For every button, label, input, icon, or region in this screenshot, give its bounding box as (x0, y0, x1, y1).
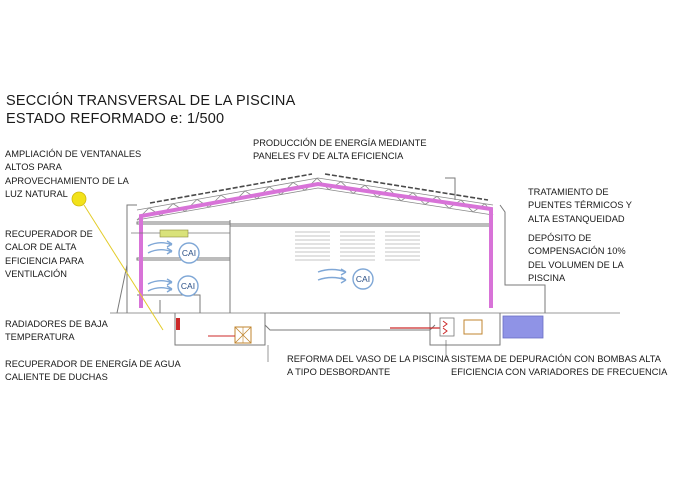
label-paneles-fv: PRODUCCIÓN DE ENERGÍA MEDIANTE PANELES FV DE ALTA EFICIENCIA (253, 138, 427, 162)
label-radiadores: RADIADORES DE BAJA TEMPERATURA (5, 319, 108, 343)
svg-text:CAI: CAI (180, 281, 196, 291)
label-recuperador-calor: RECUPERADOR DE CALOR DE ALTA EFICIENCIA PARA VENTILACIÓN (5, 229, 93, 280)
compensation-deposit (503, 316, 543, 338)
label-vaso: REFORMA DEL VASO DE LA PISCINA A TIPO DESBORDANTE (287, 354, 450, 378)
svg-text:CAI: CAI (181, 248, 197, 258)
shower-heat-exchanger (208, 327, 251, 343)
radiator (176, 318, 180, 330)
cai-badge (353, 269, 373, 289)
heat-recovery-unit (160, 230, 188, 237)
diagram-title: SECCIÓN TRANSVERSAL DE LA PISCINA (6, 93, 296, 109)
filtration-system (390, 318, 482, 336)
louvre-windows (295, 232, 420, 260)
label-puentes-termicos: TRATAMIENTO DE PUENTES TÉRMICOS Y ALTA ESTANQUEIDAD (528, 187, 633, 224)
label-deposito: DEPÓSITO DE COMPENSACIÓN 10% DEL VOLUMEN DE LA PISCINA (528, 233, 626, 284)
label-ventanales: AMPLIACIÓN DE VENTANALES ALTOS PARA APROVECHAMIENTO DE LA LUZ NATURAL (5, 149, 142, 200)
diagram-subtitle: ESTADO REFORMADO e: 1/500 (6, 111, 225, 127)
label-depuracion: SISTEMA DE DEPURACIÓN CON BOMBAS ALTA EFICIENCIA CON VARIADORES DE FRECUENCIA (451, 354, 668, 378)
label-recuperador-agua: RECUPERADOR DE ENERGÍA DE AGUA CALIENTE DE DUCHAS (5, 359, 181, 383)
svg-text:CAI: CAI (355, 274, 371, 284)
cai-badge (178, 276, 198, 296)
cai-badge (179, 243, 199, 263)
